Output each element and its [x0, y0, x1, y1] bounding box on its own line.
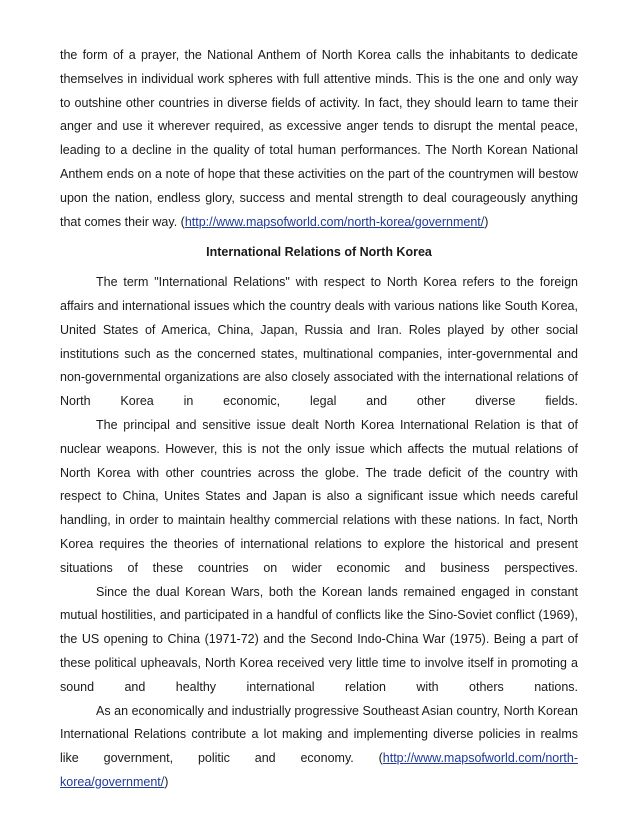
paragraph-nuclear-issue: The principal and sensitive issue dealt North Korea International Relation is that of nuclear weapons. However, this is not the only issue which affects the mutual relations of North Korea with other countries across the globe. The trade deficit of the country with respect to China, Unites States and Japan is also a significant issue which needs careful handling, in order to maintain healthy commercial relations with these nations. In fact, North Korea requires the theories of international relations to explore the historical and present situations of these countries on wider economic and business perspectives.: [60, 417, 578, 575]
document-page: [60, 44, 578, 795]
closing-text: As an economically and industrially progressive Southeast Asian country, North Korean International Relations contribute a lot making and implementing diverse policies in realms like government, politic and economy. (: [60, 703, 578, 766]
paragraph-term-definition: The term "International Relations" with respect to North Korea refers to the foreign affairs and international issues which the country deals with various nations like South Korea, United States of America, China, Japan, Russia and Iran. Roles played by other social institutions such as the concerned states, multinational companies, inter-governmental and non-governmental organizations are also closely associated with the international relations of North Korea in economic, legal and other diverse fields.: [60, 275, 578, 409]
intro-source-link[interactable]: http://www.mapsofworld.com/north-korea/government/: [184, 214, 485, 229]
intro-paragraph: [60, 44, 578, 234]
intro-text: the form of a prayer, the National Anthem of North Korea calls the inhabitants to dedicate themselves in individual work spheres with full attentive minds. This is the one and only way to outshine other countries in diverse fields of activity. In fact, they should learn to tame their anger and use it wherever required, as excessive anger tends to disrupt the mental peace, leading to a decline in the quality of total human performances. The North Korean National Anthem ends on a note of hope that these activities on the part of the countrymen will bestow upon the nation, endless glory, success and mental strength to deal courageously anything that comes their way. (: [60, 48, 578, 229]
closing-source-link[interactable]: http://www.mapsofworld.com/north-korea/government/: [60, 751, 578, 789]
closing-paragraph: [60, 700, 578, 795]
intro-tail: ): [484, 214, 489, 229]
closing-tail: ): [164, 774, 169, 789]
paragraph-korean-wars: Since the dual Korean Wars, both the Korean lands remained engaged in constant mutual hostilities, and participated in a handful of conflicts like the Sino-Soviet conflict (1969), the US opening to China (1971-72) and the Second Indo-China War (1975). Being a part of these political upheavals, North Korea received very little time to involve itself in promoting a sound and healthy international relation with others nations.: [60, 584, 578, 694]
section-heading: International Relations of North Korea: [206, 245, 432, 260]
